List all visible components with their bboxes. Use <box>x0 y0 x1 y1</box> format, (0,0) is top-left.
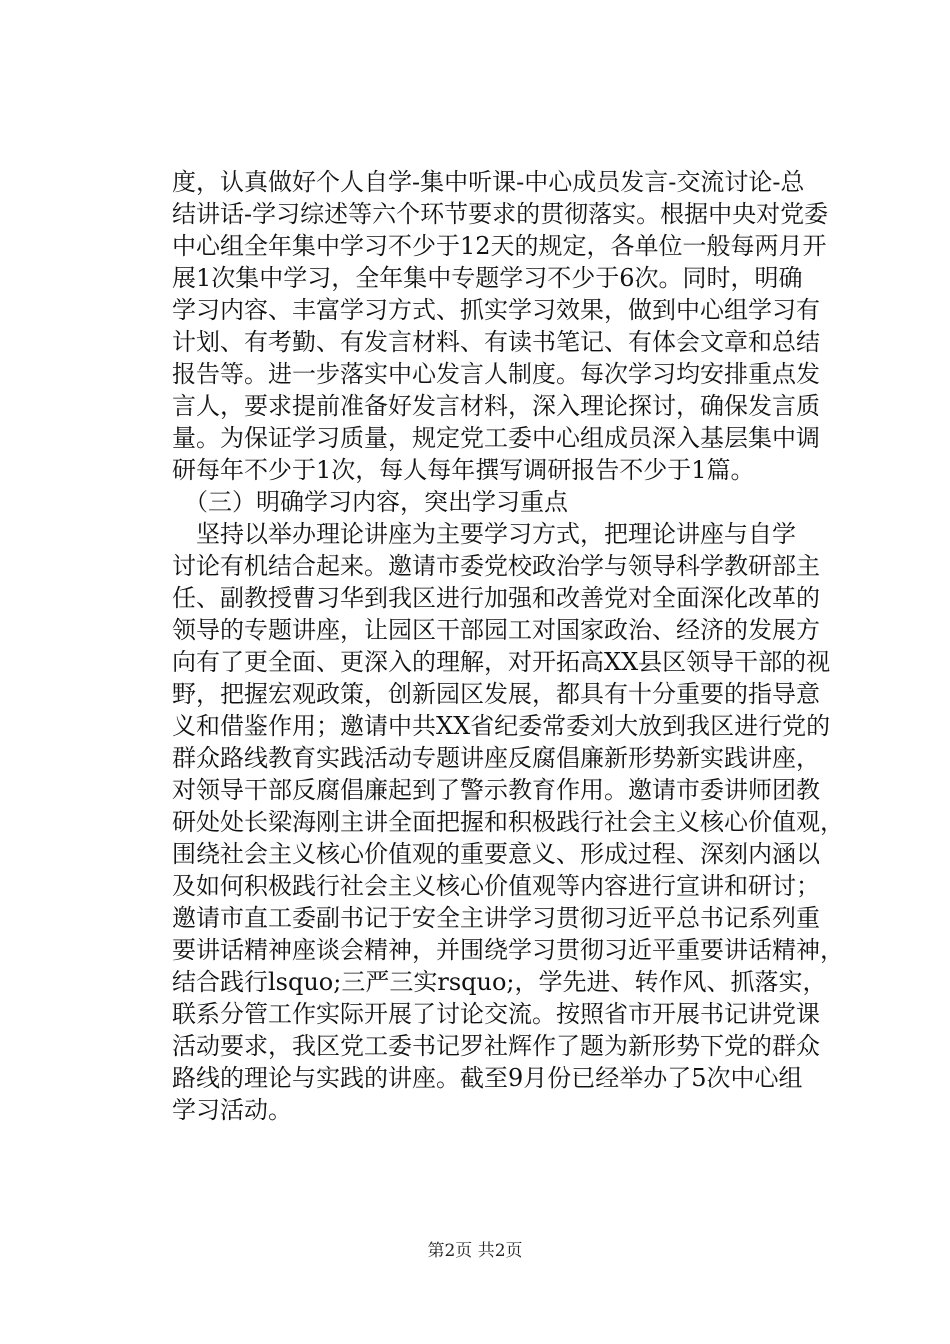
body-text <box>172 166 844 1126</box>
text-line: 言人，要求提前准备好发言材料，深入理论探讨，确保发言质 <box>172 392 820 420</box>
page-footer: 第2页 共2页 <box>427 1241 523 1261</box>
text-line: 展1次集中学习，全年集中专题学习不少于6次。同时，明确 <box>172 264 803 292</box>
section-heading: （三）明确学习内容，突出学习重点 <box>184 488 568 516</box>
text-line: 要讲话精神座谈会精神，并围绕学习贯彻习近平重要讲话精神， <box>172 936 844 964</box>
text-line: 活动要求，我区党工委书记罗社辉作了题为新形势下党的群众 <box>172 1032 820 1060</box>
text-line: 学习活动。 <box>172 1096 292 1124</box>
text-line: 计划、有考勤、有发言材料、有读书笔记、有体会文章和总结 <box>172 328 820 356</box>
text-line: 领导的专题讲座，让园区干部园工对国家政治、经济的发展方 <box>172 616 820 644</box>
text-line: 路线的理论与实践的讲座。截至9月份已经举办了5次中心组 <box>172 1064 803 1092</box>
text-line: 群众路线教育实践活动专题讲座反腐倡廉新形势新实践讲座， <box>172 744 820 772</box>
text-line: 邀请市直工委副书记于安全主讲学习贯彻习近平总书记系列重 <box>172 904 820 932</box>
text-line: 向有了更全面、更深入的理解，对开拓高XX县区领导干部的视 <box>172 648 831 676</box>
text-line: 野，把握宏观政策，创新园区发展，都具有十分重要的指导意 <box>172 680 820 708</box>
text-line: 结合践行lsquo;三严三实rsquo;，学先进、转作风、抓落实， <box>172 968 827 996</box>
text-line: 度，认真做好个人自学-集中听课-中心成员发言-交流讨论-总 <box>172 168 805 196</box>
text-line: 研处处长梁海刚主讲全面把握和积极践行社会主义核心价值观， <box>172 808 844 836</box>
text-line: 联系分管工作实际开展了讨论交流。按照省市开展书记讲党课 <box>172 1000 820 1028</box>
paragraph-1 <box>172 166 829 486</box>
text-line: 及如何积极践行社会主义核心价值观等内容进行宣讲和研讨； <box>172 872 820 900</box>
text-line: 中心组全年集中学习不少于12天的规定，各单位一般每两月开 <box>172 232 827 260</box>
text-line: 研每年不少于1次，每人每年撰写调研报告不少于1篇。 <box>172 456 755 484</box>
text-line: 对领导干部反腐倡廉起到了警示教育作用。邀请市委讲师团教 <box>172 776 820 804</box>
text-line: 讨论有机结合起来。邀请市委党校政治学与领导科学教研部主 <box>172 552 820 580</box>
text-line: 报告等。进一步落实中心发言人制度。每次学习均安排重点发 <box>172 360 820 388</box>
paragraph-2 <box>172 518 844 1126</box>
text-line: 义和借鉴作用；邀请中共XX省纪委常委刘大放到我区进行党的 <box>172 712 831 740</box>
text-line: 结讲话-学习综述等六个环节要求的贯彻落实。根据中央对党委 <box>172 200 829 228</box>
text-line: 任、副教授曹习华到我区进行加强和改善党对全面深化改革的 <box>172 584 820 612</box>
text-line: 围绕社会主义核心价值观的重要意义、形成过程、深刻内涵以 <box>172 840 820 868</box>
text-line: 学习内容、丰富学习方式、抓实学习效果，做到中心组学习有 <box>172 296 820 324</box>
text-line: 坚持以举办理论讲座为主要学习方式，把理论讲座与自学 <box>196 520 796 548</box>
text-line: 量。为保证学习质量，规定党工委中心组成员深入基层集中调 <box>172 424 820 452</box>
